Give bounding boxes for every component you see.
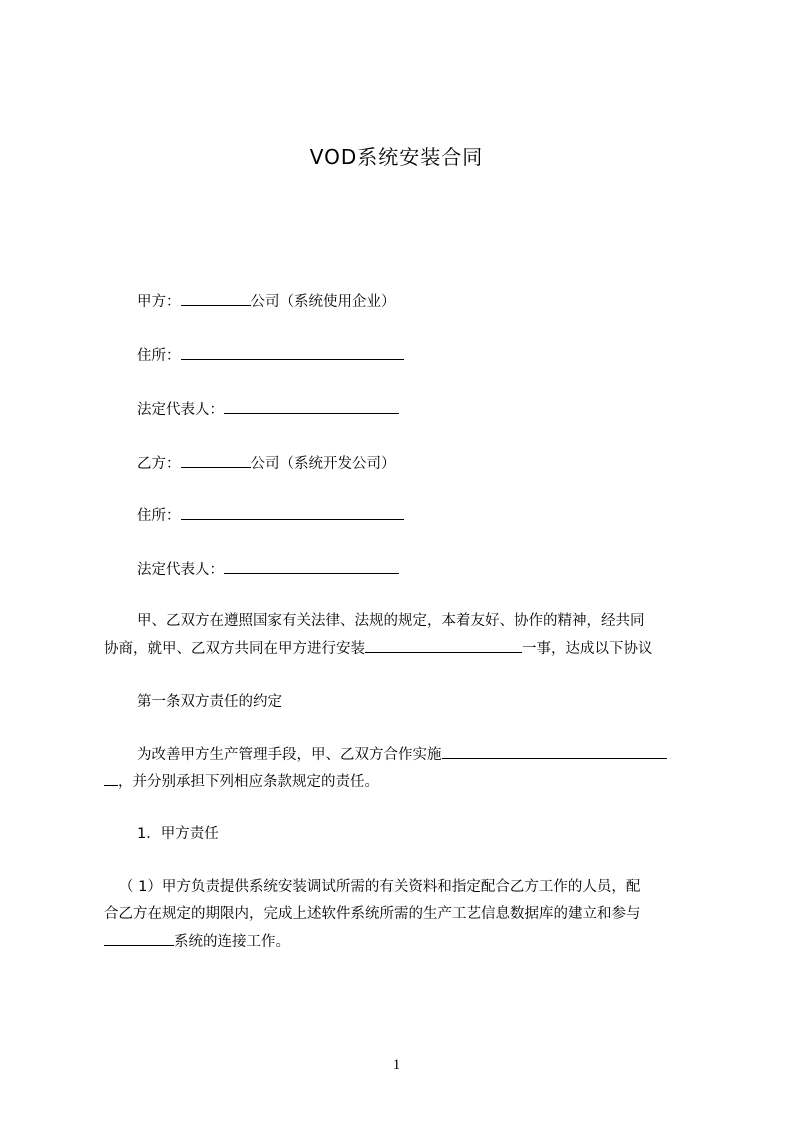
article-1-para-end: ，并分别承担下列相应条款规定的责任。 [118,774,379,790]
party-a-rep-blank [224,399,399,414]
page-number: 1 [392,1057,401,1073]
party-b-rep-blank [224,559,399,574]
party-b-name-blank [181,453,251,468]
party-a-rep-label: 法定代表人： [137,402,224,418]
article-1-subheading: 1．甲方责任 [137,826,219,842]
party-b-suffix: 公司（系统开发公司） [250,456,396,472]
item-1-line-2: 合乙方在规定的期限内，完成上述软件系统所需的生产工艺信息数据库的建立和参与 [104,906,641,922]
party-b-address-blank [181,505,404,520]
party-a-label: 甲方： [137,294,181,310]
article-1-project-blank [442,744,667,759]
article-1-para-line-2 [104,771,379,792]
party-a-address-label: 住所： [137,348,181,364]
party-b-line [137,453,396,474]
article-1-project-blank-cont [104,771,118,786]
party-b-rep-label: 法定代表人： [137,562,224,578]
item-1-line-1: （ 1）甲方负责提供系统安装调试所需的有关资料和指定配合乙方工作的人员，配 [119,879,641,895]
item-1-line-3-end: 系统的连接工作。 [174,934,290,950]
party-a-suffix: 公司（系统使用企业） [250,294,396,310]
party-b-address-label: 住所： [137,508,181,524]
article-1-para-line-1 [137,744,667,765]
party-a-line [137,291,396,312]
document-title: VOD系统安装合同 [309,145,484,169]
party-a-name-blank [181,291,251,306]
intro-line-2 [104,638,653,659]
intro-line-2-start: 协商，就甲、乙双方共同在甲方进行安装 [104,641,365,657]
party-b-rep-line [137,559,399,580]
party-b-label: 乙方： [137,456,181,472]
party-a-address-line [137,345,404,366]
intro-project-blank [365,638,522,653]
item-1-line-3 [104,931,290,952]
article-1-heading: 第一条双方责任的约定 [137,694,282,710]
article-1-para-text: 为改善甲方生产管理手段，甲、乙双方合作实施 [137,747,442,763]
intro-line-2-end: 一事，达成以下协议 [522,641,653,657]
party-a-rep-line [137,399,399,420]
party-b-address-line [137,505,404,526]
item-1-system-blank [104,931,174,946]
intro-line-1: 甲、乙双方在遵照国家有关法律、法规的规定，本着友好、协作的精神，经共同 [137,613,645,629]
party-a-address-blank [181,345,404,360]
